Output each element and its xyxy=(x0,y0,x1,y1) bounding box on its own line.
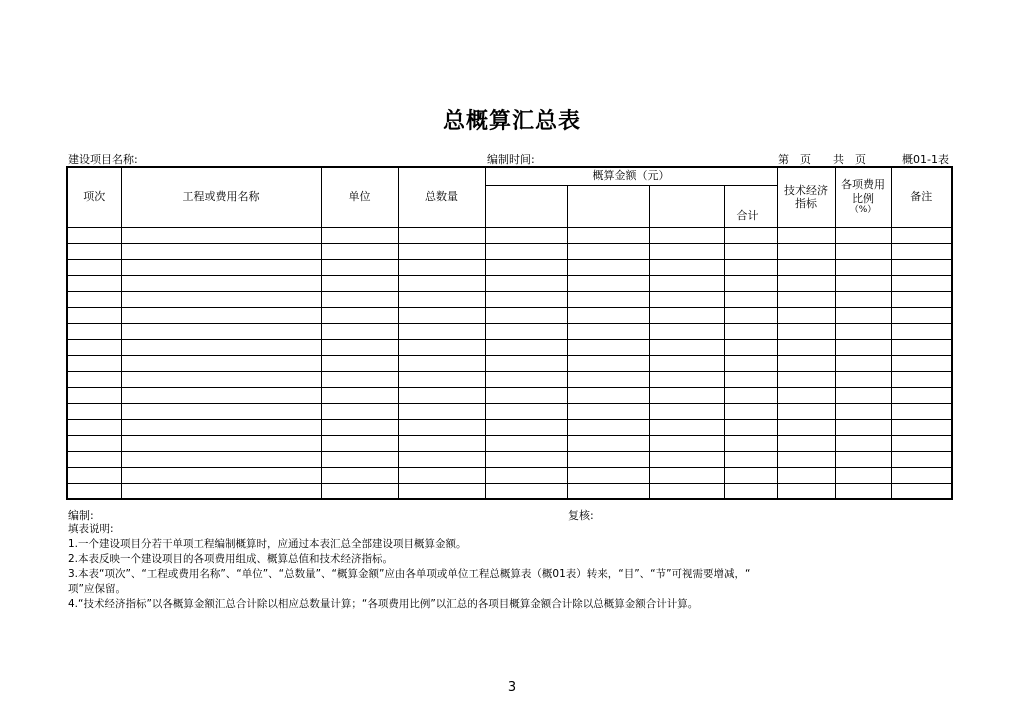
table-cell xyxy=(649,355,724,371)
ratio-line-1: 各项费用 xyxy=(841,177,885,191)
col-header-name: 工程或费用名称 xyxy=(121,167,321,227)
table-cell xyxy=(724,403,777,419)
table-cell xyxy=(567,243,649,259)
table-cell xyxy=(321,291,398,307)
table-cell xyxy=(321,307,398,323)
col-header-total-qty: 总数量 xyxy=(398,167,485,227)
table-cell xyxy=(567,467,649,483)
table-row xyxy=(67,419,952,435)
table-cell xyxy=(649,259,724,275)
table-cell xyxy=(567,275,649,291)
table-cell xyxy=(891,451,952,467)
table-cell xyxy=(724,419,777,435)
table-cell xyxy=(398,243,485,259)
table-cell xyxy=(121,419,321,435)
table-cell xyxy=(891,291,952,307)
col-header-remarks: 备注 xyxy=(891,167,952,227)
col-header-unit: 单位 xyxy=(321,167,398,227)
summary-table xyxy=(66,166,953,500)
table-cell xyxy=(67,435,121,451)
table-cell xyxy=(67,403,121,419)
table-cell xyxy=(398,371,485,387)
table-cell xyxy=(398,355,485,371)
table-cell xyxy=(398,259,485,275)
table-cell xyxy=(485,467,567,483)
table-cell xyxy=(777,371,835,387)
table-cell xyxy=(121,291,321,307)
amount-sub-col-3 xyxy=(649,185,724,227)
subtotal-label: 合计 xyxy=(736,209,759,223)
table-cell xyxy=(835,467,891,483)
col-header-subtotal xyxy=(724,185,777,227)
table-row xyxy=(67,275,952,291)
table-row xyxy=(67,291,952,307)
table-cell xyxy=(649,435,724,451)
table-cell xyxy=(67,259,121,275)
table-cell xyxy=(835,419,891,435)
table-cell xyxy=(567,227,649,243)
ratio-line-3: （%） xyxy=(849,205,877,216)
reviewer-label: 复核: xyxy=(568,509,594,522)
table-cell xyxy=(891,243,952,259)
table-cell xyxy=(777,435,835,451)
table-cell xyxy=(321,227,398,243)
table-cell xyxy=(777,403,835,419)
table-row xyxy=(67,483,952,499)
tech-econ-line-2: 指标 xyxy=(795,197,817,211)
table-cell xyxy=(891,467,952,483)
table-cell xyxy=(67,275,121,291)
table-cell xyxy=(835,339,891,355)
table-cell xyxy=(724,307,777,323)
table-cell xyxy=(649,323,724,339)
ratio-line-2: 比例 xyxy=(852,191,874,205)
table-cell xyxy=(485,451,567,467)
table-row xyxy=(67,371,952,387)
table-cell xyxy=(485,371,567,387)
table-cell xyxy=(835,451,891,467)
table-cell xyxy=(835,227,891,243)
table-cell xyxy=(321,419,398,435)
table-cell xyxy=(398,403,485,419)
table-row xyxy=(67,323,952,339)
table-cell xyxy=(121,467,321,483)
table-cell xyxy=(121,403,321,419)
table-row xyxy=(67,339,952,355)
table-cell xyxy=(649,387,724,403)
table-cell xyxy=(121,323,321,339)
table-cell xyxy=(398,227,485,243)
table-cell xyxy=(724,467,777,483)
table-cell xyxy=(67,467,121,483)
table-row xyxy=(67,227,952,243)
table-cell xyxy=(67,307,121,323)
table-cell xyxy=(398,291,485,307)
table-cell xyxy=(891,403,952,419)
table-cell xyxy=(777,355,835,371)
form-code: 概01-1表 xyxy=(902,153,949,166)
table-cell xyxy=(649,467,724,483)
table-cell xyxy=(398,451,485,467)
table-cell xyxy=(567,387,649,403)
table-cell xyxy=(67,323,121,339)
tech-econ-line-1: 技术经济 xyxy=(784,183,828,197)
table-cell xyxy=(724,227,777,243)
table-cell xyxy=(567,435,649,451)
table-cell xyxy=(777,467,835,483)
table-cell xyxy=(835,387,891,403)
table-cell xyxy=(398,339,485,355)
table-cell xyxy=(67,227,121,243)
page-title: 总概算汇总表 xyxy=(442,109,581,134)
table-cell xyxy=(777,307,835,323)
table-cell xyxy=(321,387,398,403)
table-cell xyxy=(835,307,891,323)
amount-sub-col-2 xyxy=(567,185,649,227)
compiler-label: 编制: xyxy=(68,509,94,522)
table-cell xyxy=(67,451,121,467)
table-cell xyxy=(777,227,835,243)
table-cell xyxy=(777,419,835,435)
table-cell xyxy=(485,275,567,291)
table-row xyxy=(67,387,952,403)
table-cell xyxy=(567,307,649,323)
table-cell xyxy=(835,259,891,275)
table-cell xyxy=(567,451,649,467)
note-item-4: 4.“技术经济指标”以各概算金额汇总合计除以相应总数量计算；“各项费用比例”以汇总的各项目概算金额合计除以总概算金额合计计算。 xyxy=(68,598,699,610)
table-cell xyxy=(398,307,485,323)
table-cell xyxy=(398,483,485,499)
table-row xyxy=(67,355,952,371)
table-cell xyxy=(67,291,121,307)
compile-time-label: 编制时间: xyxy=(487,153,535,166)
table-cell xyxy=(649,307,724,323)
table-cell xyxy=(835,355,891,371)
table-cell xyxy=(567,323,649,339)
table-cell xyxy=(398,275,485,291)
table-cell xyxy=(724,371,777,387)
table-cell xyxy=(121,275,321,291)
table-cell xyxy=(485,355,567,371)
table-row xyxy=(67,259,952,275)
notes-heading: 填表说明: xyxy=(68,523,114,535)
table-cell xyxy=(567,371,649,387)
table-cell xyxy=(835,483,891,499)
table-cell xyxy=(121,243,321,259)
table-row xyxy=(67,435,952,451)
table-cell xyxy=(121,483,321,499)
note-item-2: 2.本表反映一个建设项目的各项费用组成、概算总值和技术经济指标。 xyxy=(68,553,394,565)
table-cell xyxy=(121,307,321,323)
table-cell xyxy=(724,483,777,499)
table-cell xyxy=(398,419,485,435)
table-cell xyxy=(67,355,121,371)
table-cell xyxy=(398,387,485,403)
table-cell xyxy=(121,451,321,467)
table-cell xyxy=(835,323,891,339)
table-cell xyxy=(649,483,724,499)
page-count-label: 第 页 共 页 xyxy=(778,153,866,166)
table-cell xyxy=(891,387,952,403)
table-cell xyxy=(485,307,567,323)
table-cell xyxy=(485,339,567,355)
table-cell xyxy=(321,435,398,451)
table-cell xyxy=(649,451,724,467)
table-cell xyxy=(777,243,835,259)
col-header-ratio xyxy=(835,167,891,227)
table-cell xyxy=(321,243,398,259)
table-cell xyxy=(649,227,724,243)
note-item-1: 1.一个建设项目分若干单项工程编制概算时，应通过本表汇总全部建设项目概算金额。 xyxy=(68,538,467,550)
table-cell xyxy=(321,323,398,339)
table-cell xyxy=(891,323,952,339)
table-cell xyxy=(567,483,649,499)
table-cell xyxy=(321,259,398,275)
table-cell xyxy=(891,355,952,371)
table-cell xyxy=(485,323,567,339)
table-cell xyxy=(398,467,485,483)
table-cell xyxy=(567,291,649,307)
table-cell xyxy=(67,371,121,387)
table-cell xyxy=(567,403,649,419)
table-cell xyxy=(321,403,398,419)
table-cell xyxy=(567,339,649,355)
table-row xyxy=(67,467,952,483)
table-cell xyxy=(67,419,121,435)
table-cell xyxy=(724,435,777,451)
table-cell xyxy=(485,483,567,499)
table-cell xyxy=(724,451,777,467)
table-cell xyxy=(121,355,321,371)
table-cell xyxy=(649,371,724,387)
table-row xyxy=(67,403,952,419)
table-cell xyxy=(724,355,777,371)
table-cell xyxy=(891,483,952,499)
table-cell xyxy=(891,419,952,435)
table-row xyxy=(67,243,952,259)
table-cell xyxy=(67,243,121,259)
table-cell xyxy=(724,323,777,339)
table-cell xyxy=(835,403,891,419)
table-cell xyxy=(649,403,724,419)
col-header-item-no: 项次 xyxy=(67,167,121,227)
table-cell xyxy=(649,275,724,291)
note-item-3-cont: 项”应保留。 xyxy=(68,583,126,595)
table-cell xyxy=(649,419,724,435)
table-cell xyxy=(67,339,121,355)
amount-sub-col-1 xyxy=(485,185,567,227)
table-cell xyxy=(321,339,398,355)
table-cell xyxy=(321,371,398,387)
table-cell xyxy=(777,323,835,339)
table-cell xyxy=(121,387,321,403)
table-cell xyxy=(567,355,649,371)
table-cell xyxy=(891,259,952,275)
table-cell xyxy=(835,435,891,451)
table-cell xyxy=(67,483,121,499)
col-header-tech-econ xyxy=(777,167,835,227)
table-cell xyxy=(649,339,724,355)
table-cell xyxy=(891,435,952,451)
table-cell xyxy=(485,387,567,403)
table-cell xyxy=(485,243,567,259)
table-cell xyxy=(121,371,321,387)
table-cell xyxy=(485,259,567,275)
project-name-label: 建设项目名称: xyxy=(68,153,138,166)
table-cell xyxy=(321,483,398,499)
table-cell xyxy=(485,227,567,243)
table-cell xyxy=(724,275,777,291)
table-cell xyxy=(485,403,567,419)
table-cell xyxy=(398,435,485,451)
table-cell xyxy=(891,275,952,291)
table-cell xyxy=(321,467,398,483)
table-cell xyxy=(567,419,649,435)
table-cell xyxy=(485,291,567,307)
table-cell xyxy=(485,435,567,451)
table-row xyxy=(67,307,952,323)
table-cell xyxy=(891,339,952,355)
table-cell xyxy=(121,259,321,275)
table-cell xyxy=(835,371,891,387)
table-cell xyxy=(777,451,835,467)
table-cell xyxy=(777,275,835,291)
note-item-3: 3.本表“项次”、“工程或费用名称”、“单位”、“总数量”、“概算金额”应由各单项或单位工程总概算表（概01表）转来，“目”、“节”可视需要增减，“ xyxy=(68,568,751,580)
table-cell xyxy=(567,259,649,275)
table-cell xyxy=(835,291,891,307)
table-cell xyxy=(321,451,398,467)
table-cell xyxy=(649,243,724,259)
table-row xyxy=(67,451,952,467)
table-cell xyxy=(724,339,777,355)
table-cell xyxy=(724,243,777,259)
table-cell xyxy=(121,227,321,243)
table-cell xyxy=(777,259,835,275)
table-cell xyxy=(891,371,952,387)
table-cell xyxy=(398,323,485,339)
table-cell xyxy=(777,339,835,355)
table-cell xyxy=(891,227,952,243)
table-cell xyxy=(777,291,835,307)
page-number: 3 xyxy=(507,680,517,695)
table-cell xyxy=(724,291,777,307)
col-header-amount-group: 概算金额（元） xyxy=(485,167,777,185)
table-cell xyxy=(724,259,777,275)
table-cell xyxy=(649,291,724,307)
fill-instructions xyxy=(68,522,948,612)
table-cell xyxy=(777,387,835,403)
table-cell xyxy=(485,419,567,435)
table-cell xyxy=(321,275,398,291)
table-cell xyxy=(724,387,777,403)
table-cell xyxy=(777,483,835,499)
table-cell xyxy=(891,307,952,323)
table-cell xyxy=(321,355,398,371)
table-cell xyxy=(121,339,321,355)
table-cell xyxy=(67,387,121,403)
table-cell xyxy=(835,275,891,291)
table-cell xyxy=(835,243,891,259)
table-cell xyxy=(121,435,321,451)
